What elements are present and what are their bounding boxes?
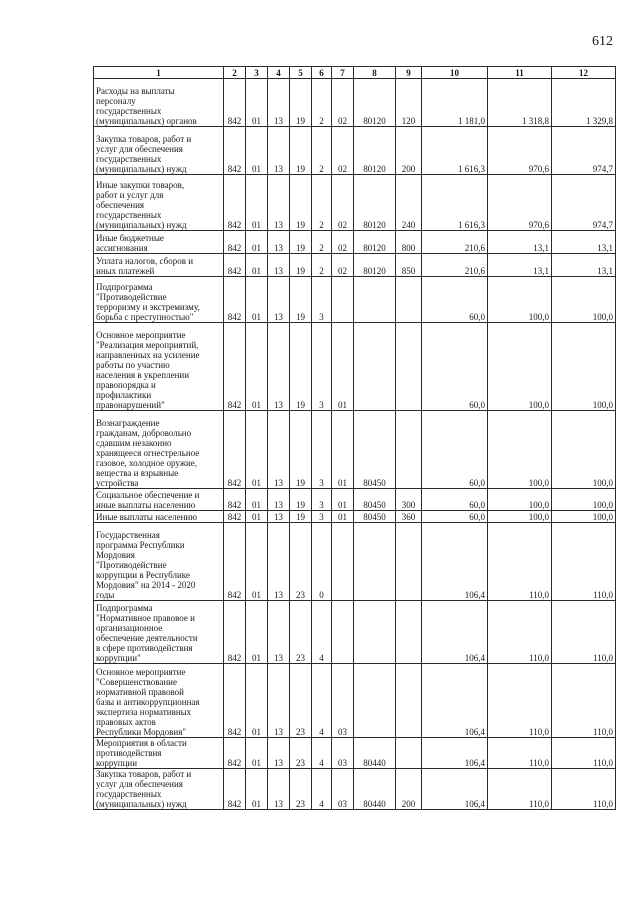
cell-col-6: 3 bbox=[312, 277, 332, 323]
cell-col-8 bbox=[354, 323, 396, 411]
cell-col-11: 13,1 bbox=[488, 231, 552, 254]
cell-col-9: 240 bbox=[396, 175, 422, 231]
table-row bbox=[94, 511, 616, 523]
column-header: 11 bbox=[488, 67, 552, 79]
cell-col-7 bbox=[332, 523, 354, 601]
cell-col-4: 13 bbox=[268, 277, 290, 323]
table-row bbox=[94, 489, 616, 511]
cell-col-11: 970,6 bbox=[488, 175, 552, 231]
row-name-cell: Иные закупки товаров, работ и услуг для обеспечения государственных (муниципальных) нужд bbox=[94, 175, 224, 231]
cell-col-4: 13 bbox=[268, 523, 290, 601]
cell-col-2: 842 bbox=[224, 175, 246, 231]
cell-col-11: 100,0 bbox=[488, 489, 552, 511]
cell-col-10: 106,4 bbox=[422, 738, 488, 769]
cell-col-3: 01 bbox=[246, 511, 268, 523]
cell-col-3: 01 bbox=[246, 411, 268, 489]
cell-col-8: 80450 bbox=[354, 489, 396, 511]
cell-col-5: 23 bbox=[290, 664, 312, 738]
table-row bbox=[94, 79, 616, 127]
cell-col-7: 03 bbox=[332, 664, 354, 738]
cell-col-8: 80120 bbox=[354, 127, 396, 175]
cell-col-10: 60,0 bbox=[422, 489, 488, 511]
cell-col-4: 13 bbox=[268, 127, 290, 175]
cell-col-5: 23 bbox=[290, 523, 312, 601]
cell-col-2: 842 bbox=[224, 254, 246, 277]
cell-col-4: 13 bbox=[268, 79, 290, 127]
cell-col-6: 3 bbox=[312, 323, 332, 411]
cell-col-5: 19 bbox=[290, 231, 312, 254]
cell-col-3: 01 bbox=[246, 277, 268, 323]
cell-col-7: 01 bbox=[332, 411, 354, 489]
cell-col-5: 19 bbox=[290, 411, 312, 489]
cell-col-10: 1 616,3 bbox=[422, 175, 488, 231]
cell-col-9 bbox=[396, 601, 422, 664]
cell-col-9 bbox=[396, 323, 422, 411]
cell-col-3: 01 bbox=[246, 254, 268, 277]
cell-col-2: 842 bbox=[224, 769, 246, 810]
cell-col-7: 02 bbox=[332, 175, 354, 231]
cell-col-8: 80450 bbox=[354, 511, 396, 523]
cell-col-9: 120 bbox=[396, 79, 422, 127]
table-row bbox=[94, 277, 616, 323]
cell-col-9: 850 bbox=[396, 254, 422, 277]
cell-col-2: 842 bbox=[224, 411, 246, 489]
cell-col-7: 02 bbox=[332, 79, 354, 127]
cell-col-8: 80120 bbox=[354, 254, 396, 277]
cell-col-9: 200 bbox=[396, 769, 422, 810]
cell-col-11: 110,0 bbox=[488, 664, 552, 738]
cell-col-8 bbox=[354, 664, 396, 738]
cell-col-7: 03 bbox=[332, 738, 354, 769]
cell-col-3: 01 bbox=[246, 127, 268, 175]
cell-col-6: 2 bbox=[312, 127, 332, 175]
cell-col-6: 4 bbox=[312, 601, 332, 664]
cell-col-7: 02 bbox=[332, 254, 354, 277]
cell-col-4: 13 bbox=[268, 231, 290, 254]
cell-col-8: 80440 bbox=[354, 769, 396, 810]
cell-col-2: 842 bbox=[224, 489, 246, 511]
cell-col-2: 842 bbox=[224, 511, 246, 523]
cell-col-8: 80440 bbox=[354, 738, 396, 769]
cell-col-10: 60,0 bbox=[422, 277, 488, 323]
cell-col-9 bbox=[396, 277, 422, 323]
cell-col-2: 842 bbox=[224, 231, 246, 254]
cell-col-3: 01 bbox=[246, 231, 268, 254]
cell-col-5: 23 bbox=[290, 738, 312, 769]
cell-col-2: 842 bbox=[224, 601, 246, 664]
cell-col-2: 842 bbox=[224, 664, 246, 738]
column-header: 4 bbox=[268, 67, 290, 79]
cell-col-7: 02 bbox=[332, 231, 354, 254]
cell-col-2: 842 bbox=[224, 738, 246, 769]
cell-col-12: 1 329,8 bbox=[552, 79, 616, 127]
column-header: 8 bbox=[354, 67, 396, 79]
cell-col-5: 19 bbox=[290, 511, 312, 523]
cell-col-11: 110,0 bbox=[488, 769, 552, 810]
cell-col-7: 02 bbox=[332, 127, 354, 175]
cell-col-9: 360 bbox=[396, 511, 422, 523]
cell-col-10: 60,0 bbox=[422, 411, 488, 489]
cell-col-4: 13 bbox=[268, 254, 290, 277]
cell-col-7 bbox=[332, 277, 354, 323]
cell-col-11: 110,0 bbox=[488, 523, 552, 601]
cell-col-3: 01 bbox=[246, 738, 268, 769]
cell-col-9 bbox=[396, 664, 422, 738]
cell-col-3: 01 bbox=[246, 323, 268, 411]
column-header: 12 bbox=[552, 67, 616, 79]
cell-col-3: 01 bbox=[246, 489, 268, 511]
cell-col-7: 03 bbox=[332, 769, 354, 810]
cell-col-8: 80450 bbox=[354, 411, 396, 489]
cell-col-12: 110,0 bbox=[552, 523, 616, 601]
cell-col-4: 13 bbox=[268, 175, 290, 231]
cell-col-7 bbox=[332, 601, 354, 664]
cell-col-9 bbox=[396, 411, 422, 489]
table-row bbox=[94, 175, 616, 231]
cell-col-12: 110,0 bbox=[552, 601, 616, 664]
row-name-cell: Уплата налогов, сборов и иных платежей bbox=[94, 254, 224, 277]
cell-col-10: 106,4 bbox=[422, 601, 488, 664]
table-row bbox=[94, 601, 616, 664]
cell-col-10: 106,4 bbox=[422, 523, 488, 601]
cell-col-12: 974,7 bbox=[552, 127, 616, 175]
column-header: 10 bbox=[422, 67, 488, 79]
cell-col-11: 100,0 bbox=[488, 323, 552, 411]
cell-col-12: 13,1 bbox=[552, 254, 616, 277]
cell-col-11: 100,0 bbox=[488, 411, 552, 489]
cell-col-10: 1 181,0 bbox=[422, 79, 488, 127]
cell-col-12: 110,0 bbox=[552, 738, 616, 769]
cell-col-3: 01 bbox=[246, 175, 268, 231]
cell-col-10: 1 616,3 bbox=[422, 127, 488, 175]
cell-col-3: 01 bbox=[246, 523, 268, 601]
row-name-cell: Мероприятия в области противодействия коррупции bbox=[94, 738, 224, 769]
cell-col-6: 2 bbox=[312, 79, 332, 127]
row-name-cell: Подпрограмма "Нормативное правовое и организационное обеспечение деятельности в сфере противодействия коррупции" bbox=[94, 601, 224, 664]
cell-col-10: 106,4 bbox=[422, 769, 488, 810]
column-header: 7 bbox=[332, 67, 354, 79]
cell-col-9: 800 bbox=[396, 231, 422, 254]
cell-col-6: 2 bbox=[312, 175, 332, 231]
cell-col-9 bbox=[396, 738, 422, 769]
cell-col-5: 19 bbox=[290, 323, 312, 411]
table-row bbox=[94, 769, 616, 810]
cell-col-11: 110,0 bbox=[488, 738, 552, 769]
cell-col-8: 80120 bbox=[354, 231, 396, 254]
cell-col-5: 23 bbox=[290, 769, 312, 810]
cell-col-5: 19 bbox=[290, 489, 312, 511]
cell-col-3: 01 bbox=[246, 601, 268, 664]
cell-col-9: 300 bbox=[396, 489, 422, 511]
cell-col-10: 60,0 bbox=[422, 323, 488, 411]
cell-col-12: 100,0 bbox=[552, 323, 616, 411]
cell-col-6: 4 bbox=[312, 769, 332, 810]
cell-col-11: 110,0 bbox=[488, 601, 552, 664]
cell-col-12: 100,0 bbox=[552, 489, 616, 511]
cell-col-5: 23 bbox=[290, 601, 312, 664]
cell-col-10: 210,6 bbox=[422, 254, 488, 277]
cell-col-6: 4 bbox=[312, 738, 332, 769]
table-row bbox=[94, 127, 616, 175]
cell-col-2: 842 bbox=[224, 127, 246, 175]
cell-col-12: 974,7 bbox=[552, 175, 616, 231]
cell-col-4: 13 bbox=[268, 411, 290, 489]
cell-col-4: 13 bbox=[268, 489, 290, 511]
cell-col-2: 842 bbox=[224, 323, 246, 411]
cell-col-11: 970,6 bbox=[488, 127, 552, 175]
cell-col-8 bbox=[354, 277, 396, 323]
column-header: 5 bbox=[290, 67, 312, 79]
cell-col-12: 100,0 bbox=[552, 511, 616, 523]
cell-col-10: 210,6 bbox=[422, 231, 488, 254]
cell-col-3: 01 bbox=[246, 769, 268, 810]
cell-col-4: 13 bbox=[268, 511, 290, 523]
column-header: 3 bbox=[246, 67, 268, 79]
cell-col-6: 3 bbox=[312, 511, 332, 523]
cell-col-6: 2 bbox=[312, 254, 332, 277]
table-row bbox=[94, 411, 616, 489]
row-name-cell: Иные бюджетные ассигнования bbox=[94, 231, 224, 254]
cell-col-2: 842 bbox=[224, 523, 246, 601]
cell-col-5: 19 bbox=[290, 254, 312, 277]
cell-col-4: 13 bbox=[268, 769, 290, 810]
cell-col-10: 106,4 bbox=[422, 664, 488, 738]
row-name-cell: Иные выплаты населению bbox=[94, 511, 224, 523]
cell-col-12: 100,0 bbox=[552, 411, 616, 489]
cell-col-9: 200 bbox=[396, 127, 422, 175]
cell-col-10: 60,0 bbox=[422, 511, 488, 523]
column-header: 9 bbox=[396, 67, 422, 79]
cell-col-12: 110,0 bbox=[552, 664, 616, 738]
cell-col-6: 0 bbox=[312, 523, 332, 601]
table-row bbox=[94, 664, 616, 738]
cell-col-11: 13,1 bbox=[488, 254, 552, 277]
row-name-cell: Подпрограмма "Противодействие терроризму и экстремизму, борьба с преступностью" bbox=[94, 277, 224, 323]
cell-col-4: 13 bbox=[268, 323, 290, 411]
row-name-cell: Закупка товаров, работ и услуг для обеспечения государственных (муниципальных) нужд bbox=[94, 127, 224, 175]
row-name-cell: Государственная программа Республики Мордовия "Противодействие коррупции в Республике Мордовия" на 2014 - 2020 годы bbox=[94, 523, 224, 601]
cell-col-7: 01 bbox=[332, 323, 354, 411]
cell-col-12: 13,1 bbox=[552, 231, 616, 254]
cell-col-3: 01 bbox=[246, 664, 268, 738]
page-number: 612 bbox=[592, 34, 613, 49]
cell-col-11: 100,0 bbox=[488, 511, 552, 523]
table-row bbox=[94, 323, 616, 411]
cell-col-8: 80120 bbox=[354, 79, 396, 127]
row-name-cell: Расходы на выплаты персоналу государственных (муниципальных) органов bbox=[94, 79, 224, 127]
cell-col-6: 3 bbox=[312, 489, 332, 511]
table-row bbox=[94, 523, 616, 601]
table-row bbox=[94, 254, 616, 277]
table-row bbox=[94, 231, 616, 254]
cell-col-5: 19 bbox=[290, 175, 312, 231]
cell-col-5: 19 bbox=[290, 127, 312, 175]
cell-col-8 bbox=[354, 601, 396, 664]
cell-col-12: 100,0 bbox=[552, 277, 616, 323]
cell-col-6: 3 bbox=[312, 411, 332, 489]
cell-col-6: 4 bbox=[312, 664, 332, 738]
table-header-row bbox=[94, 67, 616, 79]
cell-col-12: 110,0 bbox=[552, 769, 616, 810]
budget-table bbox=[93, 66, 616, 810]
cell-col-2: 842 bbox=[224, 277, 246, 323]
cell-col-11: 1 318,8 bbox=[488, 79, 552, 127]
cell-col-11: 100,0 bbox=[488, 277, 552, 323]
cell-col-4: 13 bbox=[268, 738, 290, 769]
cell-col-4: 13 bbox=[268, 664, 290, 738]
column-header: 2 bbox=[224, 67, 246, 79]
cell-col-6: 2 bbox=[312, 231, 332, 254]
row-name-cell: Вознаграждение гражданам, добровольно сдавшим незаконно хранящееся огнестрельное газовое, холодное оружие, вещества и взрывные устройства bbox=[94, 411, 224, 489]
cell-col-2: 842 bbox=[224, 79, 246, 127]
table-body bbox=[94, 79, 616, 810]
row-name-cell: Основное мероприятие "Реализация мероприятий, направленных на усиление работы по участию населения в укреплении правопорядка и профилактики правонарушений" bbox=[94, 323, 224, 411]
column-header: 6 bbox=[312, 67, 332, 79]
cell-col-4: 13 bbox=[268, 601, 290, 664]
cell-col-9 bbox=[396, 523, 422, 601]
column-header: 1 bbox=[94, 67, 224, 79]
cell-col-7: 01 bbox=[332, 489, 354, 511]
cell-col-7: 01 bbox=[332, 511, 354, 523]
cell-col-8: 80120 bbox=[354, 175, 396, 231]
cell-col-8 bbox=[354, 523, 396, 601]
row-name-cell: Закупка товаров, работ и услуг для обеспечения государственных (муниципальных) нужд bbox=[94, 769, 224, 810]
row-name-cell: Основное мероприятие "Совершенствование нормативной правовой базы и антикоррупционная экспертиза нормативных правовых актов Республики Мордовия" bbox=[94, 664, 224, 738]
cell-col-5: 19 bbox=[290, 277, 312, 323]
cell-col-3: 01 bbox=[246, 79, 268, 127]
row-name-cell: Социальное обеспечение и иные выплаты населению bbox=[94, 489, 224, 511]
cell-col-5: 19 bbox=[290, 79, 312, 127]
table-row bbox=[94, 738, 616, 769]
